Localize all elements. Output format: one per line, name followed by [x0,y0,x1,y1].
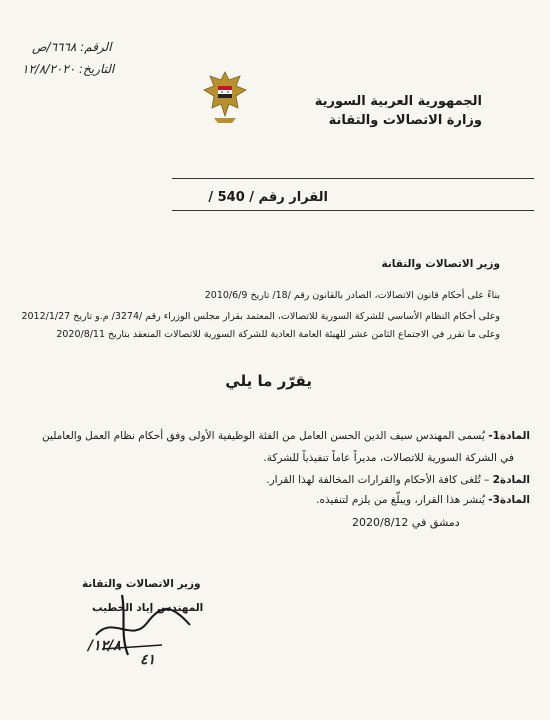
article-3-label: المادة3- [488,494,530,506]
reference-number: الرقم: ٦٦٦٨/ص [32,40,112,54]
article-3 [316,494,530,506]
article-2 [266,474,530,486]
article-1-label: المادة1- [488,430,530,442]
article-1-text: يُسمى المهندس سيف الدين الحسن العامل من الفئة الوظيفية الأولى وفق أحكام نظام العمل والعاملين [42,430,489,442]
preamble-1: بناءً على أحكام قانون الاتصالات، الصادر بالقانون رقم /18/ تاريخ 2010/6/9 [204,290,500,301]
ministry-title: وزارة الاتصالات والتقانة [328,113,482,128]
republic-title: الجمهورية العربية السورية [314,94,482,109]
reference-date: التاريخ: ١٢/٨/٢٠٢٠ [22,62,115,76]
place-date: دمشق في 2020/8/12 [352,516,460,529]
article-1 [42,430,530,442]
article-2-text: – تُلغى كافة الأحكام والقرارات المخالفة لهذا القرار. [266,474,493,486]
preamble-3: وعلى ما تقرر في الاجتماع الثامن عشر للهيئة العامة العادية للشركة السورية للاتصالات المنعقد بتاريخ 2020/8/11 [56,329,500,340]
signature-title: وزير الاتصالات والتقانة [82,578,201,590]
syrian-eagle-emblem-icon [202,68,248,126]
signature-name: المهندس إياد الخطيب [92,602,204,614]
handwritten-date: ١٢/٨/ [88,638,121,654]
divider-bottom [172,210,534,211]
preamble-2: وعلى أحكام النظام الأساسي للشركة السورية للاتصالات، المعتمد بقرار مجلس الوزراء رقم /3274/ م.و تاريخ 2012/1/27 [21,311,500,322]
divider-top [172,178,534,179]
article-1-continued: في الشركة السورية للاتصالات، مديراً عاماً تنفيذياً للشركة. [263,452,514,464]
article-2-label: المادة2 [492,474,530,486]
article-3-text: يُنشر هذا القرار، ويبلّغ من يلزم لتنفيذه. [316,494,489,506]
decides-heading: يقرّر ما يلي [225,372,312,390]
handwritten-mark: ٤١ [140,652,156,668]
decision-title: القرار رقم / 540 / [208,190,328,205]
minister-line: وزير الاتصالات والتقانة [381,258,500,270]
